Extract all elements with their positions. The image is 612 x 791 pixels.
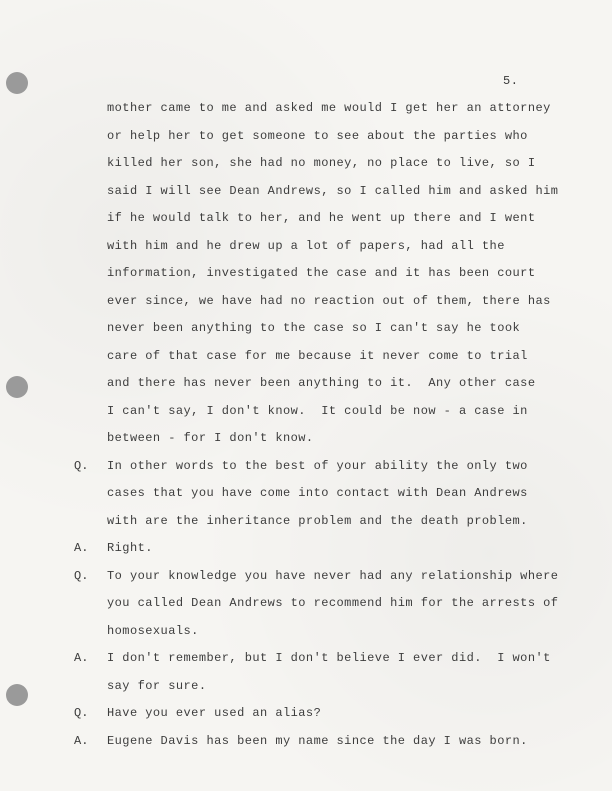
page-number: 5. — [503, 74, 519, 88]
answer-label: A. — [74, 651, 89, 665]
punch-hole-bottom — [6, 684, 28, 706]
transcript-line: homosexuals. — [107, 623, 199, 638]
transcript-line: say for sure. — [107, 678, 207, 693]
transcript-line: In other words to the best of your ability the only two — [107, 458, 528, 473]
transcript-line: To your knowledge you have never had any relationship where — [107, 568, 559, 583]
punch-hole-middle — [6, 376, 28, 398]
transcript-line: Right. — [107, 541, 153, 555]
transcript-line: with are the inheritance problem and the death problem. — [107, 513, 528, 528]
transcript-line: I don't remember, but I don't believe I ever did. I won't — [107, 651, 551, 665]
transcript-line: between - for I don't know. — [107, 431, 314, 445]
transcript-line: Eugene Davis has been my name since the day I was born. — [107, 733, 528, 748]
question-label: Q. — [74, 568, 89, 583]
transcript-line: with him and he drew up a lot of papers, had all the — [107, 238, 505, 253]
transcript-line: cases that you have come into contact with Dean Andrews — [107, 486, 528, 500]
transcript-line: Have you ever used an alias? — [107, 706, 322, 720]
transcript-line: never been anything to the case so I can't say he took — [107, 321, 521, 335]
transcript-line: or help her to get someone to see about the parties who — [107, 128, 528, 143]
question-label: Q. — [74, 706, 89, 720]
transcript-line: killed her son, she had no money, no place to live, so I — [107, 156, 536, 170]
transcript-line: you called Dean Andrews to recommend him for the arrests of — [107, 596, 559, 610]
transcript-line: mother came to me and asked me would I get her an attorney — [107, 101, 551, 115]
punch-hole-top — [6, 72, 28, 94]
transcript-line: and there has never been anything to it. Any other case — [107, 376, 536, 390]
transcript-line: information, investigated the case and it has been court — [107, 266, 536, 280]
answer-label: A. — [74, 541, 89, 555]
question-label: Q. — [74, 458, 89, 473]
transcript-line: ever since, we have had no reaction out of them, there has — [107, 293, 551, 308]
transcript-line: said I will see Dean Andrews, so I called him and asked him — [107, 183, 559, 198]
transcript-line: I can't say, I don't know. It could be now - a case in — [107, 403, 528, 418]
transcript-line: if he would talk to her, and he went up there and I went — [107, 211, 536, 225]
answer-label: A. — [74, 733, 89, 748]
transcript-line: care of that case for me because it never come to trial — [107, 348, 528, 363]
